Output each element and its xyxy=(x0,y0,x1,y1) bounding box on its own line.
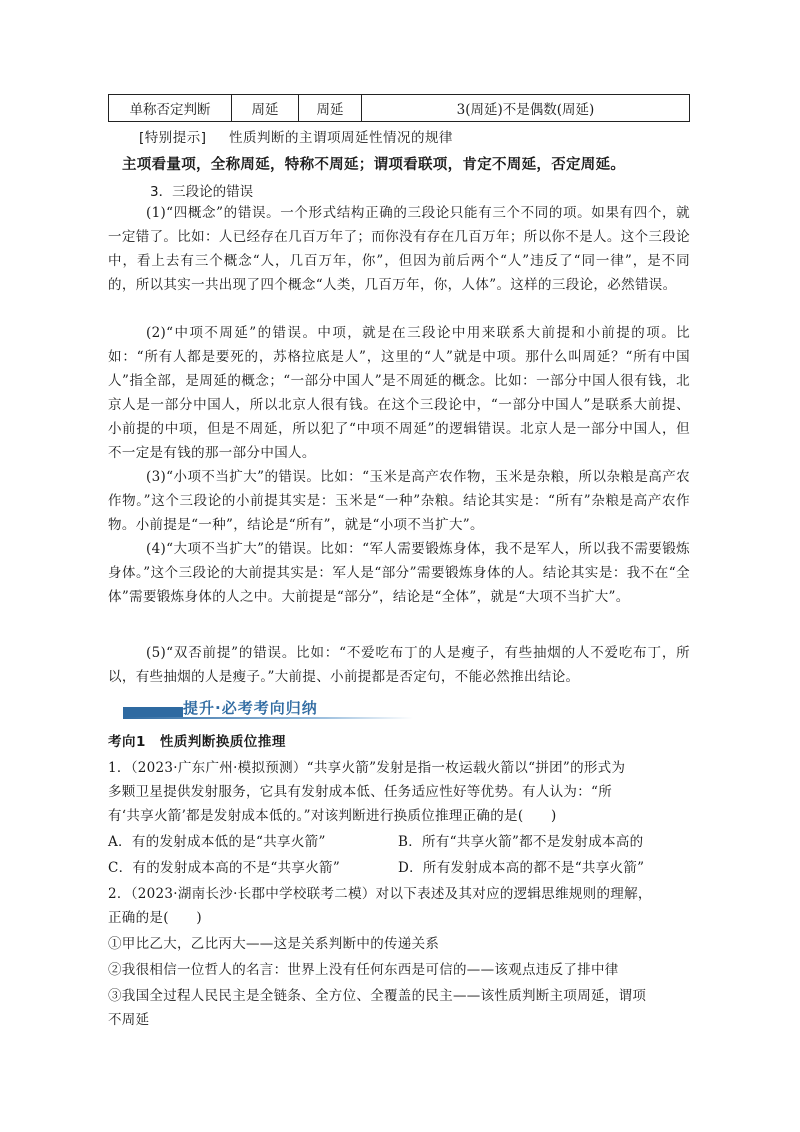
paragraph-four-concepts xyxy=(108,201,690,297)
paragraph-minor-term xyxy=(108,465,690,537)
question-2-item-1: ①甲比乙大，乙比丙大——这是关系判断中的传递关系 xyxy=(108,936,440,952)
option-b[interactable]: B．所有“共享火箭”都不是发射成本高的 xyxy=(398,834,644,850)
paragraph-major-term xyxy=(108,537,690,609)
banner-title: 提升·必考考向归纳 xyxy=(183,699,318,717)
tip-title: 性质判断的主谓项周延性情况的规律 xyxy=(229,130,453,146)
table-cell-judgment-type: 单称否定判断 xyxy=(109,95,232,122)
paragraph-middle-term xyxy=(108,321,690,465)
question-2-line-2: 正确的是( ) xyxy=(108,910,202,926)
section-banner xyxy=(123,697,413,721)
tip-rule: 主项看量项，全称周延，特称不周延；谓项看联项，肯定不周延，否定周延。 xyxy=(122,157,626,173)
judgment-table-row xyxy=(108,94,690,122)
section-title: 3．三段论的错误 xyxy=(150,184,254,200)
table-cell-subject: 周延 xyxy=(232,95,299,122)
paragraph-double-negative xyxy=(108,641,690,689)
question-1-line-2: 多颗卫星提供发射服务，它具有发射成本低、任务适应性好等优势。有人认为：“所 xyxy=(108,784,613,800)
question-2-item-3: ③我国全过程人民民主是全链条、全方位、全覆盖的民主——该性质判断主项周延，谓项 xyxy=(108,988,647,1004)
paragraph-text: (1)“四概念”的错误。一个形式结构正确的三段论只能有三个不同的项。如果有四个，就一定错了。比如：人已经存在几百万年了；而你没有存在几百万年；所以你不是人。这个三段论中，看上去有三个概念“人，几百万年，你”，但因为前后两个“人”违反了“同一律”，是不同的，所以其实一共出现了四个概念“人类，几百万年，你，人体”。这样的三段论，必然错误。 xyxy=(108,205,690,293)
tip-label: [特别提示] xyxy=(139,130,207,146)
paragraph-text: (4)“大项不当扩大”的错误。比如：“军人需要锻炼身体，我不是军人，所以我不需要锻炼身体。”这个三段论的大前提其实是：军人是“部分”需要锻炼身体的人。结论其实是：我不在“全体”需要锻炼身体的人之中。大前提是“部分”，结论是“全体”，就是“大项不当扩大”。 xyxy=(108,541,690,605)
table-cell-example: 3(周延)不是偶数(周延) xyxy=(362,95,690,122)
paragraph-text: (3)“小项不当扩大”的错误。比如：“玉米是高产农作物，玉米是杂粮，所以杂粮是高产农作物。”这个三段论的小前提其实是：玉米是“一种”杂粮。结论其实是：“所有”杂粮是高产农作物。小前提是“一种”，结论是“所有”，就是“小项不当扩大”。 xyxy=(108,469,690,533)
question-2-item-2: ②我很相信一位哲人的名言：世界上没有任何东西是可信的——该观点违反了排中律 xyxy=(108,962,619,978)
option-c[interactable]: C．有的发射成本高的不是“共享火箭” xyxy=(108,860,341,876)
question-1-line-1: 1．（2023·广东广州·模拟预测）“共享火箭”发射是指一枚运载火箭以“拼团”的形式为 xyxy=(108,760,626,776)
question-heading: 考向1 性质判断换质位推理 xyxy=(108,734,286,750)
option-d[interactable]: D．所有发射成本高的都不是“共享火箭” xyxy=(398,860,645,876)
paragraph-text: (5)“双否前提”的错误。比如：“不爱吃布丁的人是瘦子，有些抽烟的人不爱吃布丁，所以，有些抽烟的人是瘦子。”大前提、小前提都是否定句，不能必然推出结论。 xyxy=(108,645,690,685)
question-1-line-3: 有‘共享火箭’都是发射成本低的。”对该判断进行换质位推理正确的是( ) xyxy=(108,808,557,824)
question-2-line-1: 2．（2023·湖南长沙·长郡中学校联考二模）对以下表述及其对应的逻辑思维规则的理解， xyxy=(108,886,652,902)
table-row xyxy=(109,95,690,122)
table-cell-predicate: 周延 xyxy=(299,95,362,122)
banner-bar xyxy=(123,707,183,717)
option-a[interactable]: A．有的发射成本低的是“共享火箭” xyxy=(108,834,326,850)
paragraph-text: (2)“中项不周延”的错误。中项，就是在三段论中用来联系大前提和小前提的项。比如：“所有人都是要死的，苏格拉底是人”，这里的“人”就是中项。那什么叫周延？“所有中国人”指全部，是周延的概念；“一部分中国人”是不周延的概念。比如：一部分中国人很有钱，北京人是一部分中国人，所以北京人很有钱。在这个三段论中，“一部分中国人”是联系大前提、小前提的中项，但是不周延，所以犯了“中项不周延”的逻辑错误。北京人是一部分中国人，但不一定是有钱的那一部分中国人。 xyxy=(108,325,690,461)
question-2-item-3-cont: 不周延 xyxy=(108,1012,150,1028)
